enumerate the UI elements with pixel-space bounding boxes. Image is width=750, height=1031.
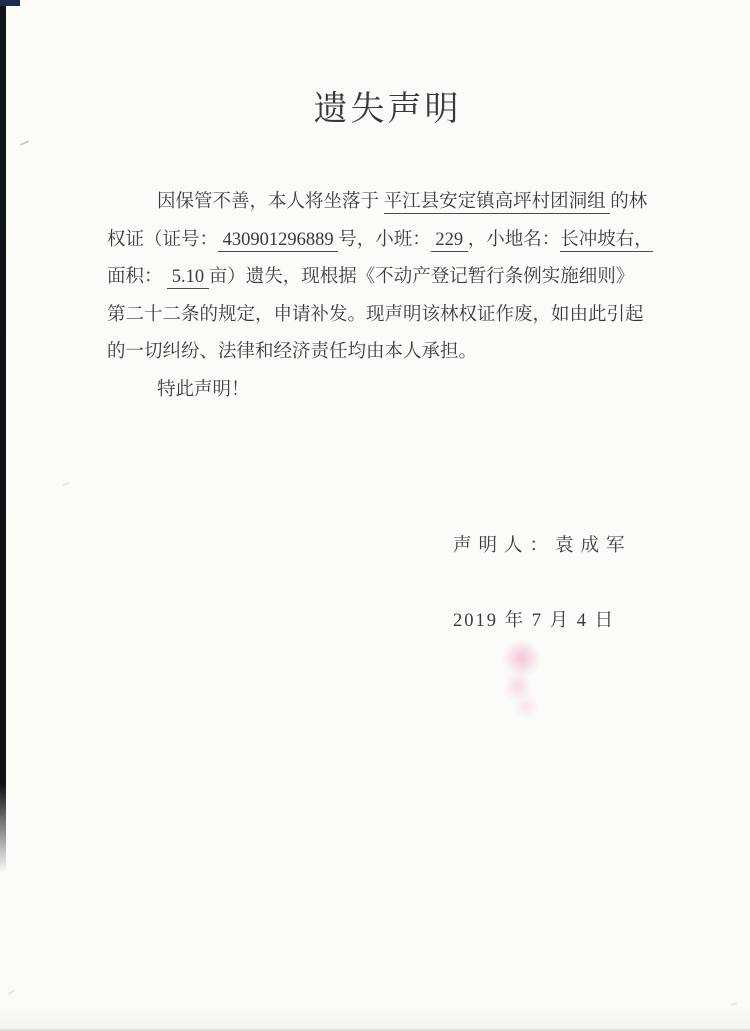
underlined-place-name: 长冲坡右，: [560, 229, 653, 250]
text-segment: 因保管不善，本人将坐落于: [157, 192, 384, 212]
closing-line: [107, 372, 652, 410]
scan-speck: [20, 140, 29, 146]
body-line: [107, 222, 652, 260]
underlined-certificate-number: 430901296889: [218, 229, 339, 250]
document-title: 遗失声明: [313, 91, 462, 128]
body-line: [107, 184, 652, 222]
underlined-area-value: 5.10: [167, 267, 209, 287]
scan-speck: [8, 989, 15, 994]
text-segment: 面积：: [107, 267, 168, 287]
text-segment: ，小地名：: [467, 229, 561, 250]
scan-speck: [731, 1002, 737, 1006]
text-segment: 亩）遗失，现根据《不动产登记暂行条例实施细则》: [208, 267, 635, 287]
faded-stamp-smudge: [492, 638, 554, 716]
closing-text: 特此声明！: [157, 379, 250, 400]
declarant-signature: 声明人：袁成军: [453, 536, 632, 556]
body-line: [107, 334, 652, 372]
document-body: [107, 184, 652, 409]
text-segment: 第二十二条的规定，申请补发。现声明该林权证作废，如由此引起: [107, 304, 644, 325]
declaration-date: 2019 年 7 月 4 日: [453, 611, 616, 631]
underlined-location-value: 平江县安定镇高坪村团洞组: [383, 192, 611, 212]
text-segment: 号，小班：: [338, 229, 431, 250]
body-line: [107, 297, 652, 335]
text-segment: 的一切纠纷、法律和经济责任均由本人承担。: [107, 342, 478, 362]
scan-speck: [63, 482, 69, 486]
underlined-subplot-number: 229: [430, 229, 468, 250]
scan-corner-artifact: [0, 0, 20, 6]
scan-left-edge-artifact: [0, 0, 6, 872]
text-segment: 权证（证号：: [107, 229, 219, 250]
text-segment: 的林: [610, 192, 648, 212]
body-line: [107, 259, 652, 297]
